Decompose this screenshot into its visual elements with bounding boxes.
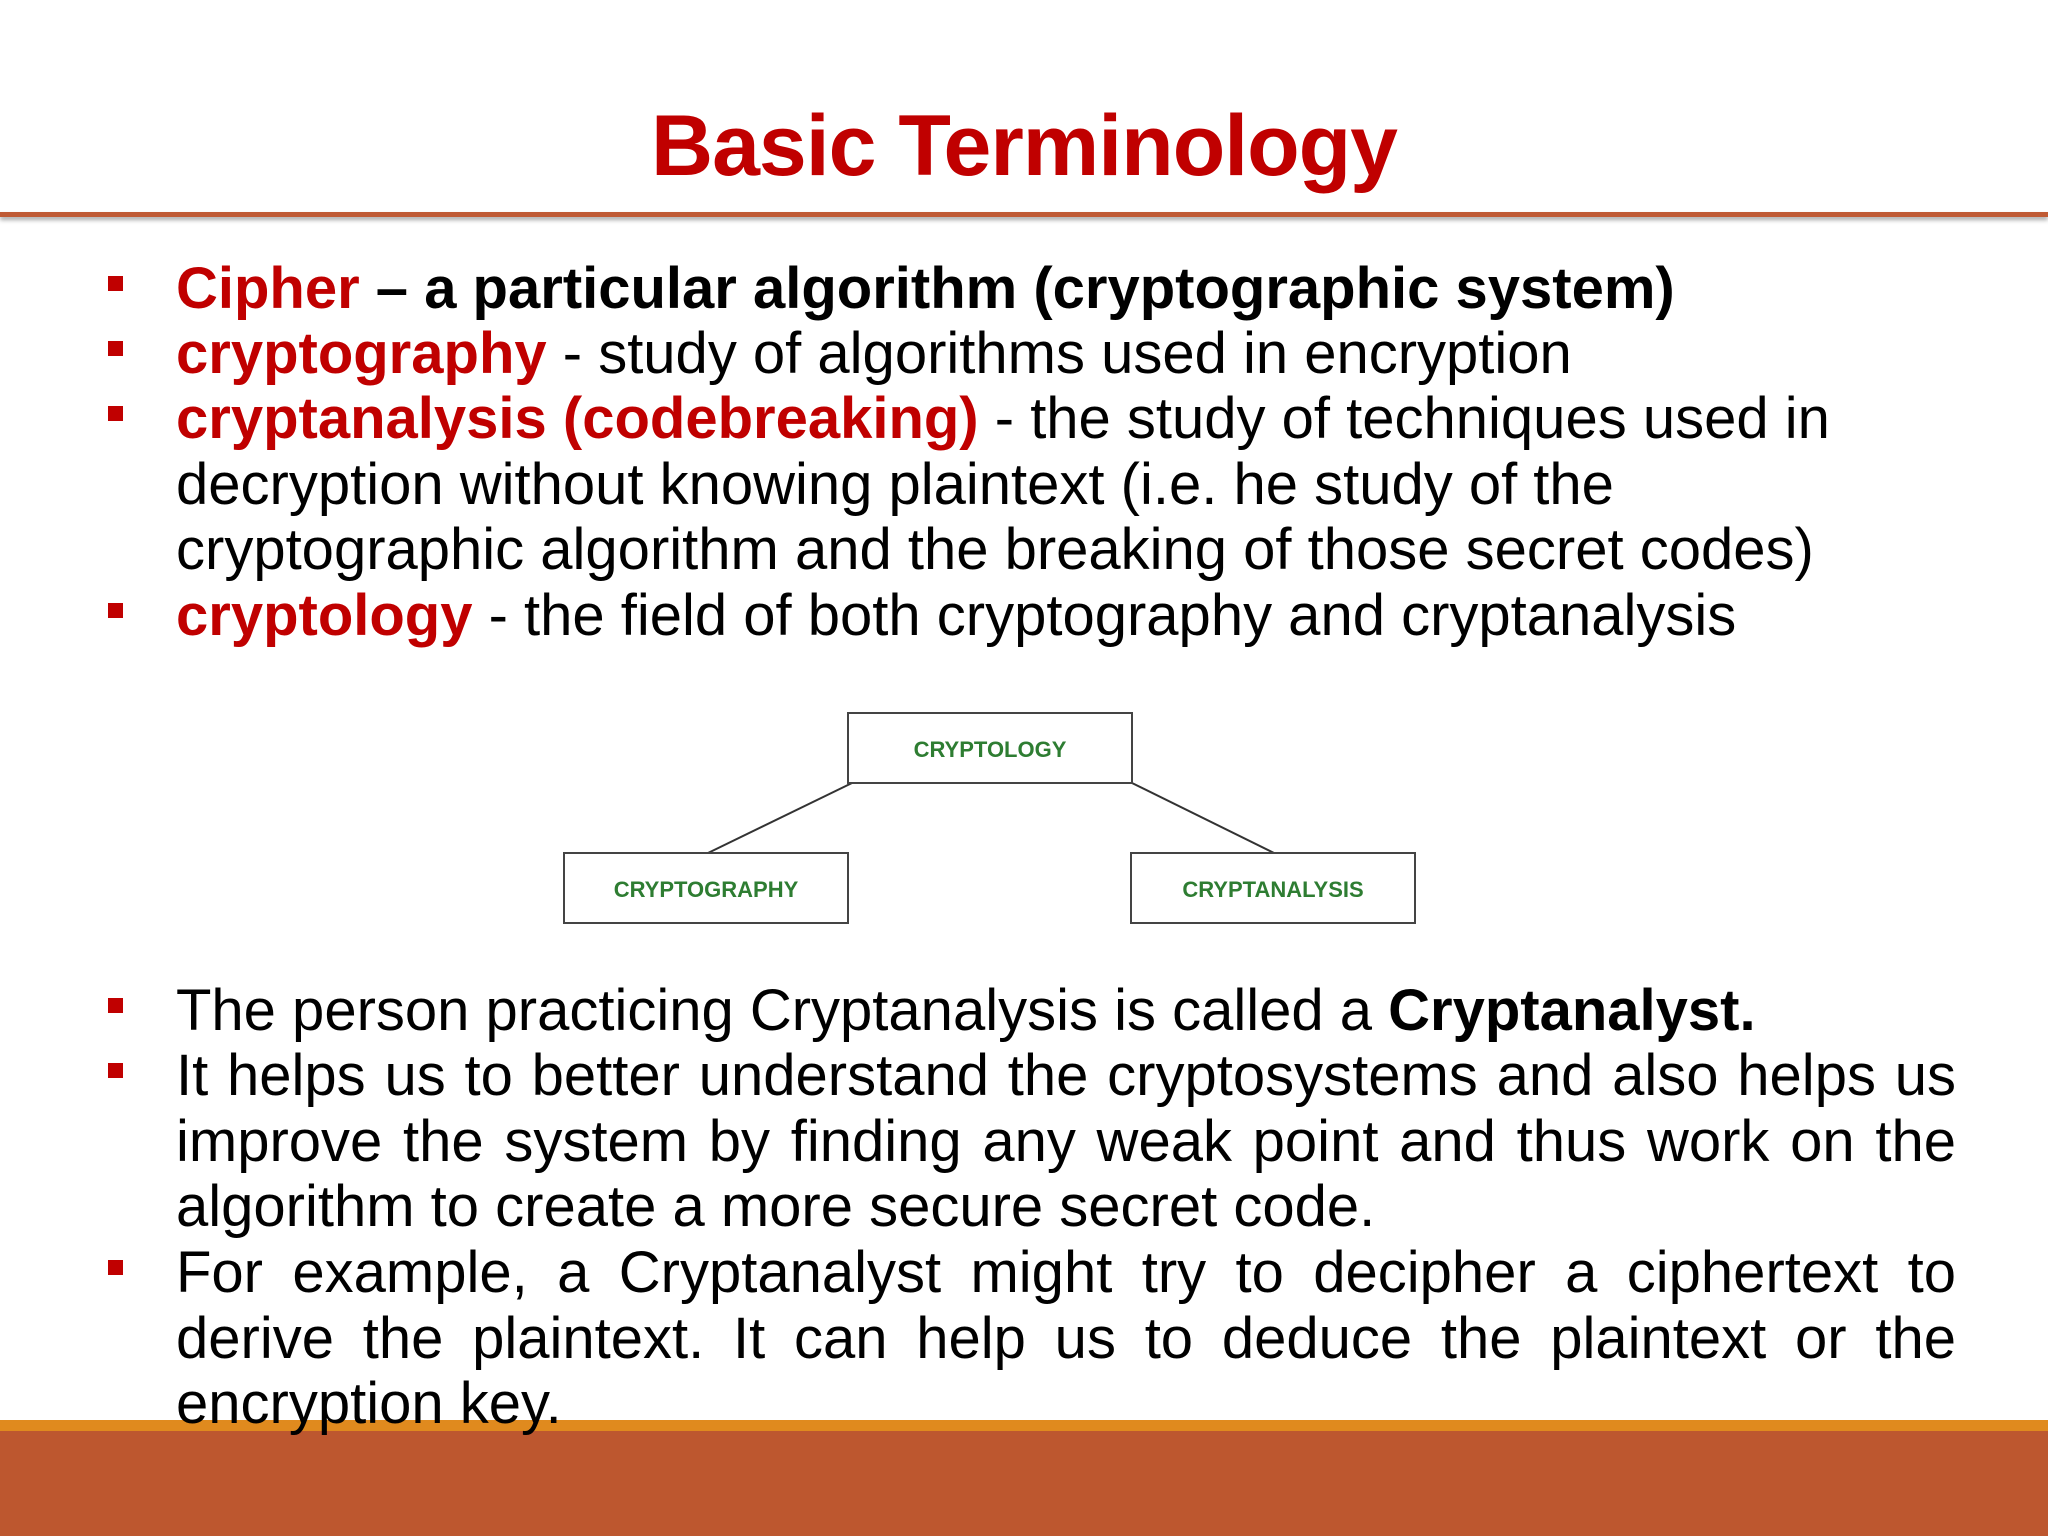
bullet-item-cryptography (176, 321, 1956, 387)
definition-separator: - (472, 583, 525, 648)
square-bullet-icon (108, 998, 123, 1013)
tree-diagram-svg (120, 680, 1970, 950)
title-divider (0, 212, 2048, 217)
slide-title: Basic Terminology (650, 98, 1398, 194)
bullet-item-cryptanalyst (176, 978, 1956, 1044)
square-bullet-icon (108, 603, 123, 618)
node-label-right: CRYPTANALYSIS (1182, 877, 1364, 902)
definition-separator: - (978, 386, 1031, 451)
cryptanalyst-term: Cryptanalyst. (1388, 978, 1756, 1043)
definition-cipher: a particular algorithm (cryptographic system) (424, 256, 1675, 321)
bullet-item-cryptanalysis (176, 386, 1946, 583)
bullet-item-example (176, 1240, 1956, 1437)
connector-right (1132, 783, 1274, 853)
bullet-item-cryptology (176, 583, 1956, 649)
square-bullet-icon (108, 276, 123, 291)
bullet-item-cipher (176, 256, 1956, 322)
cryptanalyst-sentence: The person practicing Cryptanalysis is called a (176, 978, 1389, 1043)
definition-separator: - (546, 321, 599, 386)
term-cryptology: cryptology (176, 583, 473, 648)
definition-cryptology: the field of both cryptography and cryptanalysis (524, 583, 1737, 648)
connector-left (708, 783, 852, 853)
definition-cryptography: study of algorithms used in encryption (598, 321, 1572, 386)
definition-cryptanalysis: the study of techniques used in decryption without knowing plaintext (i.e. he study of the cryptographic algorithm and the breaking of those secret codes) (176, 386, 1830, 582)
square-bullet-icon (108, 1063, 123, 1078)
example-text: For example, a Cryptanalyst might try to decipher a ciphertext to derive the plaintext. It can help us to deduce the plaintext or the encryption key. (176, 1240, 1956, 1436)
cryptology-tree-diagram (120, 680, 1970, 950)
helps-text: It helps us to better understand the cryptosystems and also helps us improve the system by finding any weak point and thus work on the algorithm to create a more secure secret code. (176, 1043, 1956, 1239)
node-label-left: CRYPTOGRAPHY (613, 877, 799, 902)
square-bullet-icon (108, 341, 123, 356)
footer-bar (0, 1431, 2048, 1536)
node-label-root: CRYPTOLOGY (913, 737, 1067, 762)
bullet-item-helps (176, 1043, 1956, 1240)
square-bullet-icon (108, 406, 123, 421)
definition-separator: – (359, 256, 425, 321)
term-cryptography: cryptography (176, 321, 547, 386)
square-bullet-icon (108, 1260, 123, 1275)
term-cryptanalysis: cryptanalysis (codebreaking) (176, 386, 979, 451)
term-cipher: Cipher (176, 256, 360, 321)
